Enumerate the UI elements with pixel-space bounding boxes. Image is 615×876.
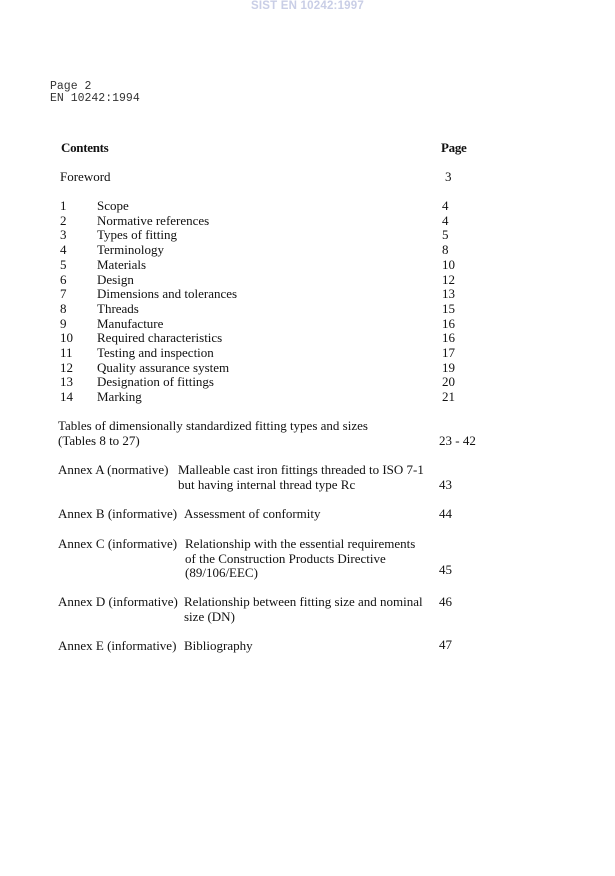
clause-number: 7 <box>60 286 67 302</box>
toc-entry <box>0 346 615 361</box>
clause-title: Materials <box>97 256 147 272</box>
toc-entry <box>0 375 615 390</box>
tables-page: 23 - 42 <box>439 433 476 448</box>
tables-range: (Tables 8 to 27) <box>58 433 140 448</box>
toc-entry <box>0 199 615 214</box>
watermark: SIST EN 10242:1997 <box>251 0 364 12</box>
clause-page: 5 <box>442 227 449 243</box>
annex-b-title: Assessment of conformity <box>184 506 321 521</box>
page-header <box>50 81 140 105</box>
toc-entry <box>0 228 615 243</box>
clause-title: Scope <box>97 198 129 213</box>
page-column-heading: Page <box>441 140 467 155</box>
annex-c-page: 45 <box>439 562 452 577</box>
clause-page: 12 <box>442 271 455 287</box>
foreword-title: Foreword <box>60 169 111 184</box>
clause-page: 17 <box>442 345 455 360</box>
annex-c-title: Relationship with the essential requirements of the Construction Products Directive (89/106/EEC) <box>185 536 416 581</box>
clause-number: 1 <box>60 198 67 213</box>
clause-page: 21 <box>442 389 455 405</box>
annex-b-page: 44 <box>439 506 452 521</box>
annex-d-page: 46 <box>439 594 452 609</box>
toc-entry <box>0 317 615 332</box>
clause-number: 10 <box>60 330 73 346</box>
clause-title: Designation of fittings <box>97 374 214 390</box>
clause-page: 16 <box>442 330 455 346</box>
clause-number: 14 <box>60 389 73 405</box>
annex-c-label: Annex C (informative) <box>58 536 178 551</box>
clause-title: Design <box>97 271 134 287</box>
clause-page: 16 <box>442 315 455 331</box>
clause-number: 3 <box>60 227 67 243</box>
annex-a-title: Malleable cast iron fittings threaded to ISO 7-1 but having internal thread type Rc <box>178 462 424 492</box>
toc-entry <box>0 331 615 346</box>
clause-number: 8 <box>60 300 67 316</box>
clause-page: 10 <box>442 256 455 272</box>
annex-d-label: Annex D (informative) <box>58 594 178 609</box>
toc-entry <box>0 361 615 376</box>
clause-number: 12 <box>60 359 73 375</box>
clause-number: 5 <box>60 256 67 272</box>
annex-a-page: 43 <box>439 477 452 492</box>
toc-entry <box>0 214 615 229</box>
clause-number: 4 <box>60 242 67 258</box>
annex-d-title: Relationship between fitting size and nominal size (DN) <box>184 594 423 624</box>
clause-title: Normative references <box>97 212 210 228</box>
tables-title: Tables of dimensionally standardized fitting types and sizes <box>58 418 368 433</box>
clause-page: 4 <box>442 198 449 213</box>
clause-number: 9 <box>60 315 67 331</box>
clause-title: Marking <box>97 389 142 405</box>
toc-entry <box>0 390 615 405</box>
clause-title: Manufacture <box>97 315 164 331</box>
clause-title: Threads <box>97 300 139 316</box>
annex-a-label: Annex A (normative) <box>58 462 169 477</box>
clause-number: 11 <box>60 345 73 360</box>
clause-page: 4 <box>442 212 449 228</box>
foreword-page: 3 <box>445 169 452 184</box>
annex-e-title: Bibliography <box>184 638 253 653</box>
clause-number: 2 <box>60 212 67 228</box>
clause-title: Terminology <box>97 242 164 258</box>
toc-entry <box>0 243 615 258</box>
annex-e-page: 47 <box>439 637 452 652</box>
standard-number: EN 10242:1994 <box>50 92 140 105</box>
clause-page: 8 <box>442 242 449 258</box>
clause-title: Quality assurance system <box>97 359 230 375</box>
clause-page: 15 <box>442 300 455 316</box>
page-number: Page 2 <box>50 80 92 93</box>
clause-number: 13 <box>60 374 73 390</box>
clause-page: 19 <box>442 359 455 375</box>
clause-title: Testing and inspection <box>97 345 214 360</box>
toc-entry <box>0 258 615 273</box>
annex-b-label: Annex B (informative) <box>58 506 178 521</box>
toc-entry <box>0 302 615 317</box>
clause-title: Dimensions and tolerances <box>97 286 238 302</box>
annex-e-label: Annex E (informative) <box>58 638 177 653</box>
toc-entry <box>0 273 615 288</box>
clause-page: 13 <box>442 286 455 302</box>
clause-title: Types of fitting <box>97 227 177 243</box>
toc-entry <box>0 287 615 302</box>
clause-page: 20 <box>442 374 455 390</box>
clause-title: Required characteristics <box>97 330 223 346</box>
contents-heading: Contents <box>61 140 109 155</box>
clause-number: 6 <box>60 271 67 287</box>
